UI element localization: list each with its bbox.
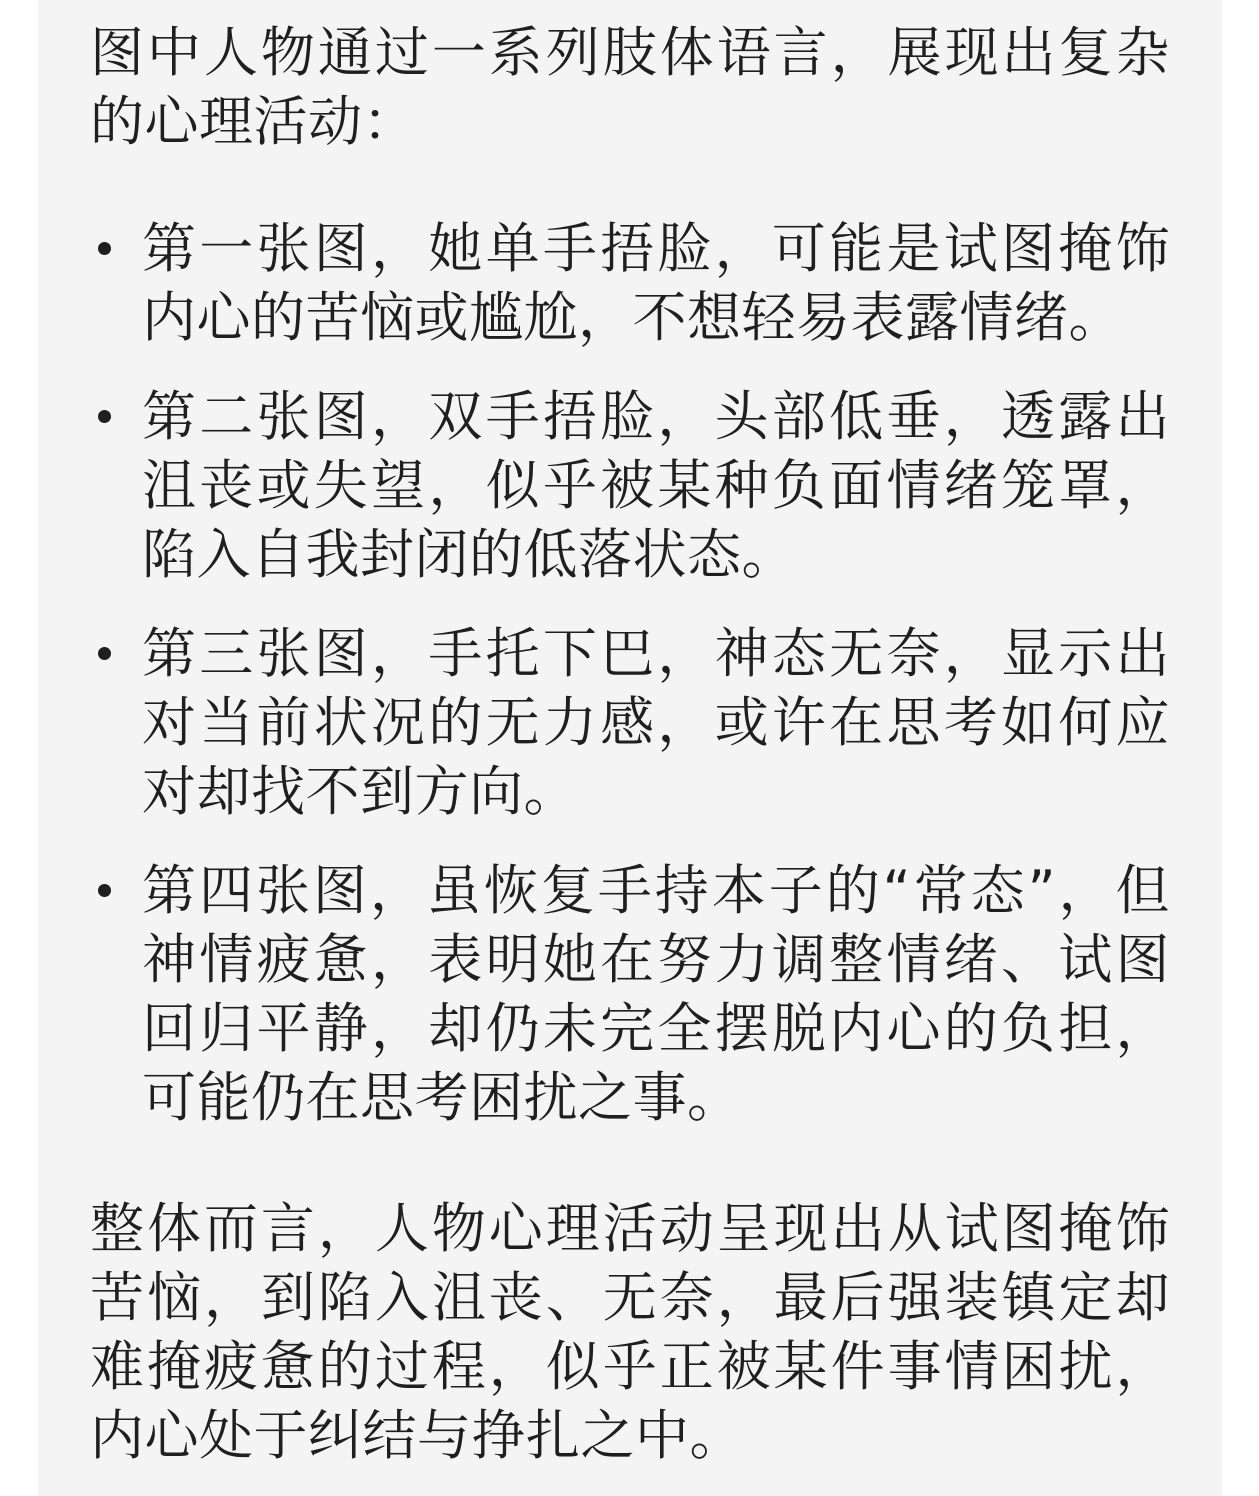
list-item-text: 第一张图，她单手捂脸，可能是试图掩饰内心的苦恼或尴尬，不想轻易表露情绪。 — [142, 217, 1170, 349]
bullet-dot-icon — [98, 410, 111, 423]
list-item — [90, 214, 1170, 352]
message-panel — [38, 0, 1222, 1496]
list-item-text: 第三张图，手托下巴，神态无奈，显示出对当前状况的无力感，或许在思考如何应对却找不到方向。 — [142, 622, 1170, 823]
list-item — [90, 856, 1170, 1132]
list-item — [90, 619, 1170, 826]
list-item-text: 第四张图，虽恢复手持本子的“常态”，但神情疲惫，表明她在努力调整情绪、试图回归平静，却仍未完全摆脱内心的负担，可能仍在思考困扰之事。 — [142, 859, 1170, 1129]
bullet-dot-icon — [98, 242, 111, 255]
intro-text: 图中人物通过一系列肢体语言，展现出复杂的心理活动： — [90, 21, 1170, 153]
list-item-text: 第二张图，双手捂脸，头部低垂，透露出沮丧或失望，似乎被某种负面情绪笼罩，陷入自我封闭的低落状态。 — [142, 385, 1170, 586]
bullet-dot-icon — [98, 884, 111, 897]
summary-text: 整体而言，人物心理活动呈现出从试图掩饰苦恼，到陷入沮丧、无奈，最后强装镇定却难掩疲惫的过程，似乎正被某件事情困扰，内心处于纠结与挣扎之中。 — [90, 1197, 1170, 1467]
bullet-dot-icon — [98, 647, 111, 660]
list-item — [90, 382, 1170, 589]
bullet-list — [90, 214, 1170, 1132]
